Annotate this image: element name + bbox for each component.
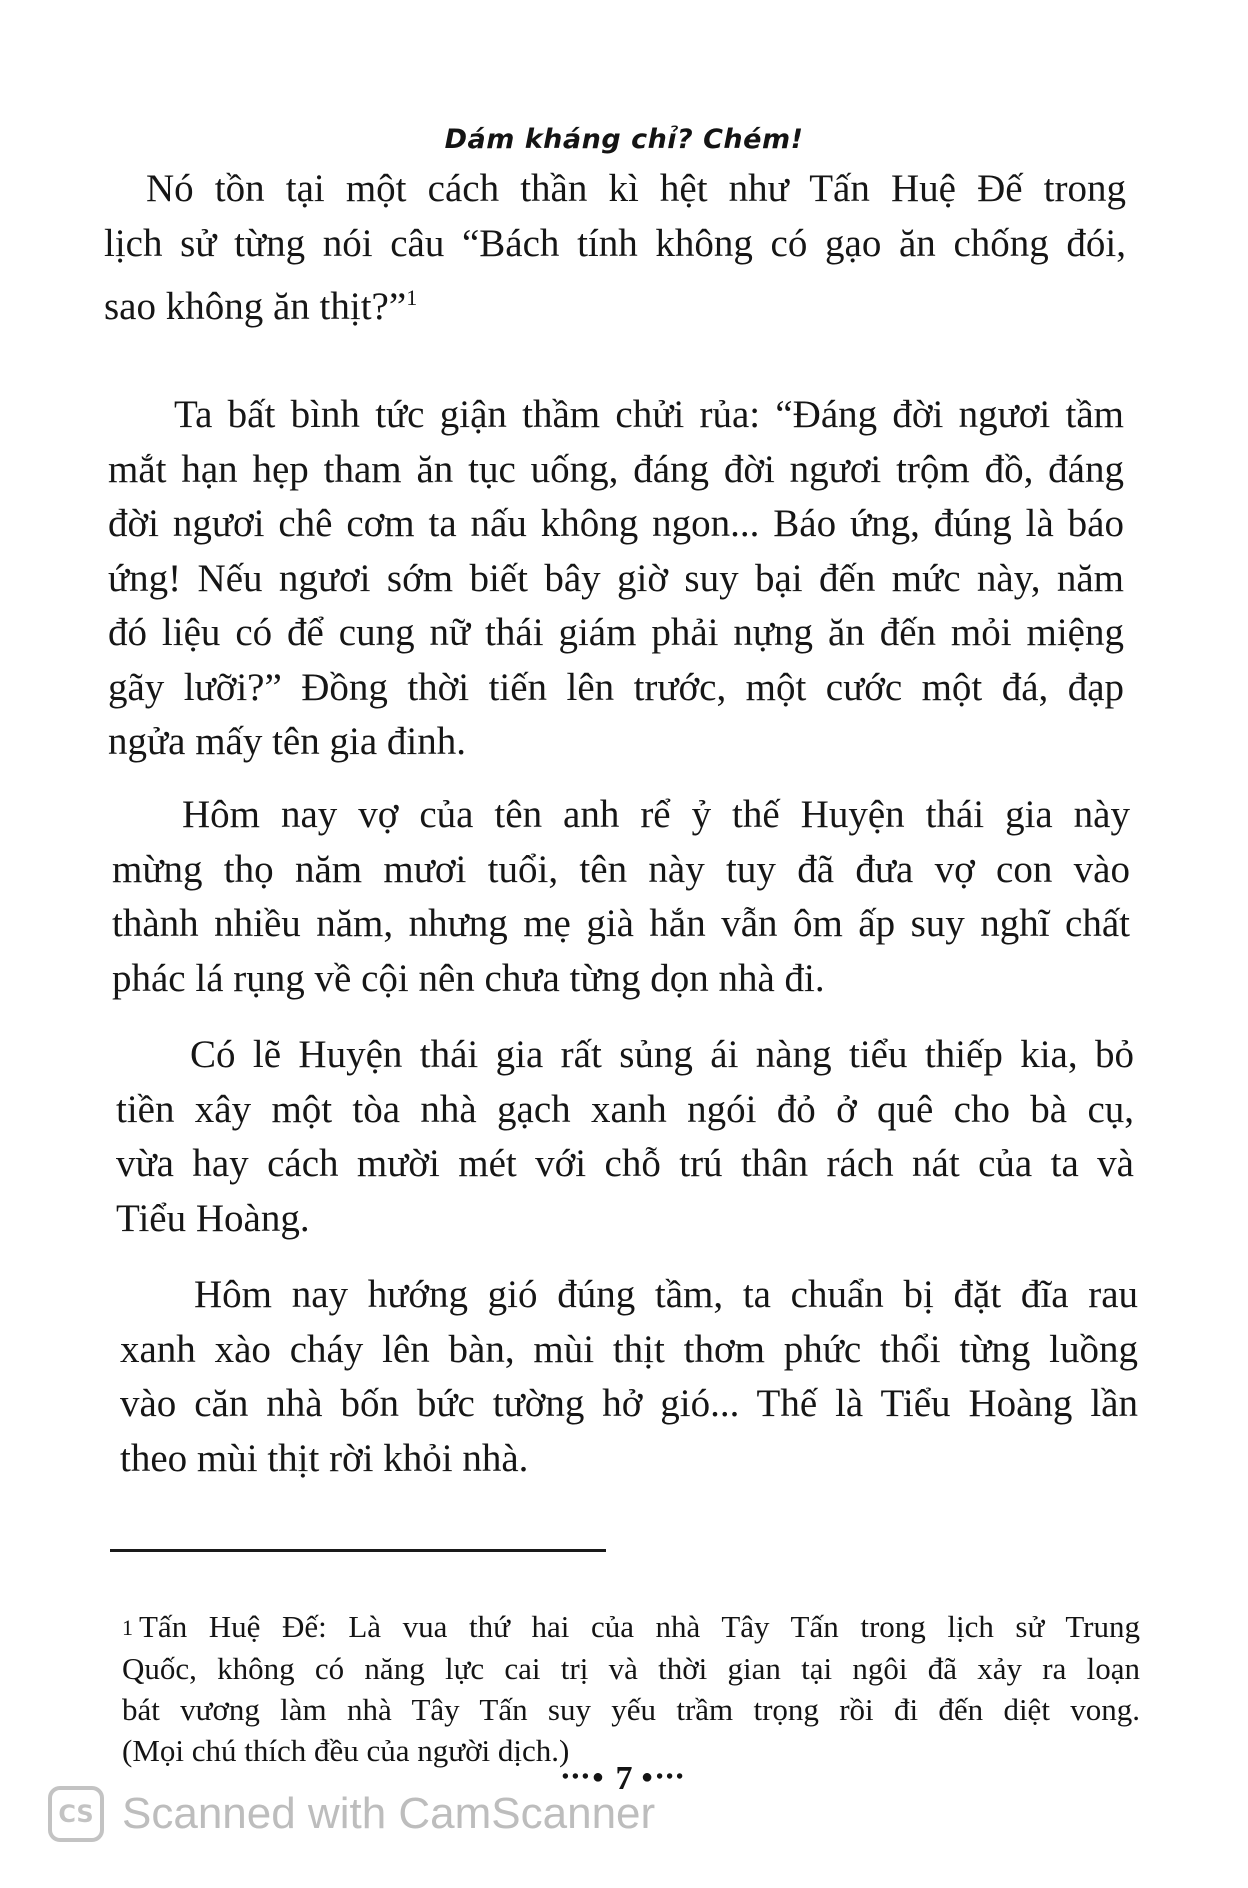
text-line: vừa hay cách mười mét với chỗ trú thân rách nát của ta và <box>116 1142 1134 1185</box>
footnote-line-content: Tấn Huệ Đế: Là vua thứ hai của nhà Tây Tấn trong lịch sử Trung <box>139 1609 1140 1644</box>
paragraph <box>120 1268 1138 1486</box>
footnote <box>122 1606 1140 1771</box>
text-line: mừng thọ năm mươi tuổi, tên này tuy đã đưa vợ con vào <box>112 847 1130 891</box>
footnote-line: (Mọi chú thích đều của người dịch.) <box>122 1733 570 1768</box>
text-line: đời ngươi chê cơm ta nấu không ngon... Báo ứng, đúng là báo <box>108 502 1124 545</box>
footnote-line: Quốc, không có năng lực cai trị và thời gian tại ngôi đã xảy ra loạn <box>122 1651 1140 1686</box>
watermark-text: Scanned with CamScanner <box>122 1789 656 1838</box>
text-line: Nó tồn tại một cách thần kì hệt như Tấn Huệ Đế trong <box>146 167 1126 210</box>
camscanner-logo-icon: CS <box>48 1786 104 1842</box>
text-line: ngửa mấy tên gia đinh. <box>108 720 466 763</box>
text-line: vào căn nhà bốn bức tường hở gió... Thế là Tiểu Hoàng lần <box>120 1382 1138 1425</box>
text-line: xanh xào cháy lên bàn, mùi thịt thơm phức thổi từng luồng <box>120 1327 1138 1371</box>
text-line: Hôm nay hướng gió đúng tầm, ta chuẩn bị đặt đĩa rau <box>194 1273 1138 1316</box>
footnote-divider <box>110 1549 606 1552</box>
text-line: Ta bất bình tức giận thầm chửi rủa: “Đáng đời ngươi tầm <box>174 393 1124 436</box>
text-line: tiền xây một tòa nhà gạch xanh ngói đỏ ở quê cho bà cụ, <box>116 1087 1134 1131</box>
footnote-line: bát vương làm nhà Tây Tấn suy yếu trầm trọng rồi đi đến diệt vong. <box>122 1692 1140 1727</box>
text-line: Có lẽ Huyện thái gia rất sủng ái nàng tiểu thiếp kia, bỏ <box>190 1033 1134 1076</box>
text-line: ứng! Nếu ngươi sớm biết bây giờ suy bại đến mức này, năm <box>108 556 1124 600</box>
page-number-dots-left: •••● <box>561 1766 607 1788</box>
paragraph <box>112 788 1130 1006</box>
text-line-content: sao không ăn thịt?” <box>104 285 407 328</box>
text-line: phác lá rụng về cội nên chưa từng dọn nhà đi. <box>112 956 825 1000</box>
text-line: thành nhiều năm, nhưng mẹ già hắn vẫn ôm ấp suy nghĩ chất <box>112 902 1130 945</box>
footnote-number: 1 <box>122 1615 133 1640</box>
text-line: theo mùi thịt rời khỏi nhà. <box>120 1436 529 1480</box>
camscanner-watermark <box>48 1784 655 1844</box>
page-number: 7 <box>615 1760 633 1797</box>
text-line: Hôm nay vợ của tên anh rể ỷ thế Huyện thái gia này <box>182 793 1130 836</box>
text-line: đó liệu có để cung nữ thái giám phải nựng ăn đến mỏi miệng <box>108 611 1124 654</box>
text-line <box>104 271 1126 335</box>
footnote-reference: 1 <box>406 285 418 310</box>
text-line: Tiểu Hoàng. <box>116 1196 310 1240</box>
running-header: Dám kháng chỉ? Chém! <box>444 124 804 155</box>
paragraph <box>116 1028 1134 1246</box>
paragraph <box>104 162 1126 335</box>
footnote-line <box>122 1606 1140 1648</box>
page-number-dots-right: ●••• <box>641 1766 687 1788</box>
text-line: gãy lưỡi?” Đồng thời tiến lên trước, một cước một đá, đạp <box>108 665 1124 709</box>
text-line: mắt hạn hẹp tham ăn tục uống, đáng đời ngươi trộm đồ, đáng <box>108 447 1124 491</box>
text-line: lịch sử từng nói câu “Bách tính không có gạo ăn chống đói, <box>104 221 1126 265</box>
paragraph <box>108 388 1124 770</box>
